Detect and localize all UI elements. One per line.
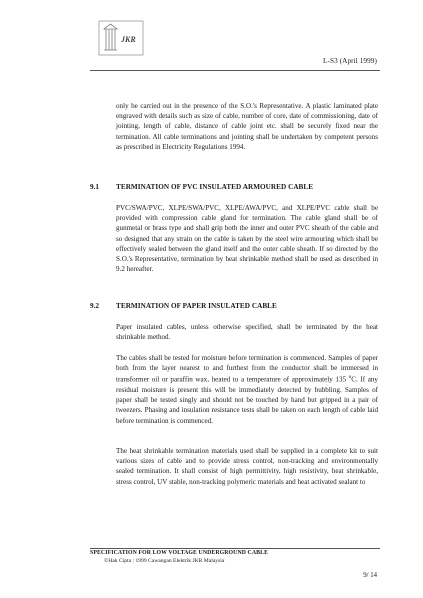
document-code: L-S3 (April 1999) <box>322 57 377 65</box>
section-9-2-paragraph-2 <box>116 353 378 426</box>
section-9-2-paragraph-1: Paper insulated cables, unless otherwise specified, shall be terminated by the heat shrinkable method. <box>116 323 378 342</box>
section-9-2-title: TERMINATION OF PAPER INSULATED CABLE <box>116 302 277 310</box>
footer-title: SPECIFICATION FOR LOW VOLTAGE UNDERGROUND CABLE <box>90 550 269 556</box>
section-9-1-title: TERMINATION OF PVC INSULATED ARMOURED CABLE <box>116 183 314 191</box>
page-number: 9/ 14 <box>363 572 377 579</box>
section-9-2-number: 9.2 <box>90 302 99 310</box>
footer-copyright: ©Hak Cipta : 1999 Cawangan Elektrik JKR Malaysia <box>104 558 225 564</box>
section-9-1-number: 9.1 <box>90 183 99 191</box>
section-9-1-body: PVC/SWA/PVC, XLPE/SWA/PVC, XLPE/AWA/PVC, and XLPE/PVC cable shall be provided with compression cable gland for termination. The cable gland shall be of gunmetal or brass type and shall grip both the inner and outer PVC sheath of the cable and so designed that any strain on the cable is taken by the steel wire armouring which shall be effectively sealed between the gland itself and the outer cable sheath. If so directed by the S.O.'s Representative, termination by heat shrinkable method shall be used as described in 9.2 hereafter. <box>116 204 378 274</box>
logo-text: JKR <box>121 35 136 44</box>
paragraph-2-text-a: The cables shall be tested for moisture before termination is commenced. Samples of paper both from the layer nearest to and furthest from the conductor shall be immersed in transformer oil or paraffin wax, heated to a temperature of approximately 135 <box>116 354 378 384</box>
section-9-2-paragraph-3: The heat shrinkable termination materials used shall be supplied in a complete kit to suit various sizes of cable and to provide stress control, non-tracking and environmentally sealed termination. It shall consist of high permittivity, high resistivity, heat shrinkable, stress control, UV stable, non-tracking polymeric materials and heat activated sealant to <box>116 447 378 486</box>
jkr-logo <box>98 20 144 56</box>
footer-rule <box>90 548 380 549</box>
degree-superscript: o <box>348 375 352 381</box>
intro-paragraph: only be carried out in the presence of the S.O.'s Representative. A plastic laminated plate engraved with details such as size of cable, number of core, date of commissioning, date of jointing, length of cable, distance of cable joint etc. shall be securely fixed near the termination. All cable terminations and jointing shall be undertaken by competent persons as prescribed in Electricity Regulations 1994. <box>116 102 378 151</box>
paragraph-2-text-b: C. If any residual moisture is present this will be immediately detected by bubbling. Samples of paper shall be tested singly and should not be touched by hand but gripped in a pair of tweezers. Phasing and insulation resistance tests shall be taken on each length of cable laid before termination is commenced. <box>116 375 378 425</box>
header-rule <box>90 70 380 71</box>
